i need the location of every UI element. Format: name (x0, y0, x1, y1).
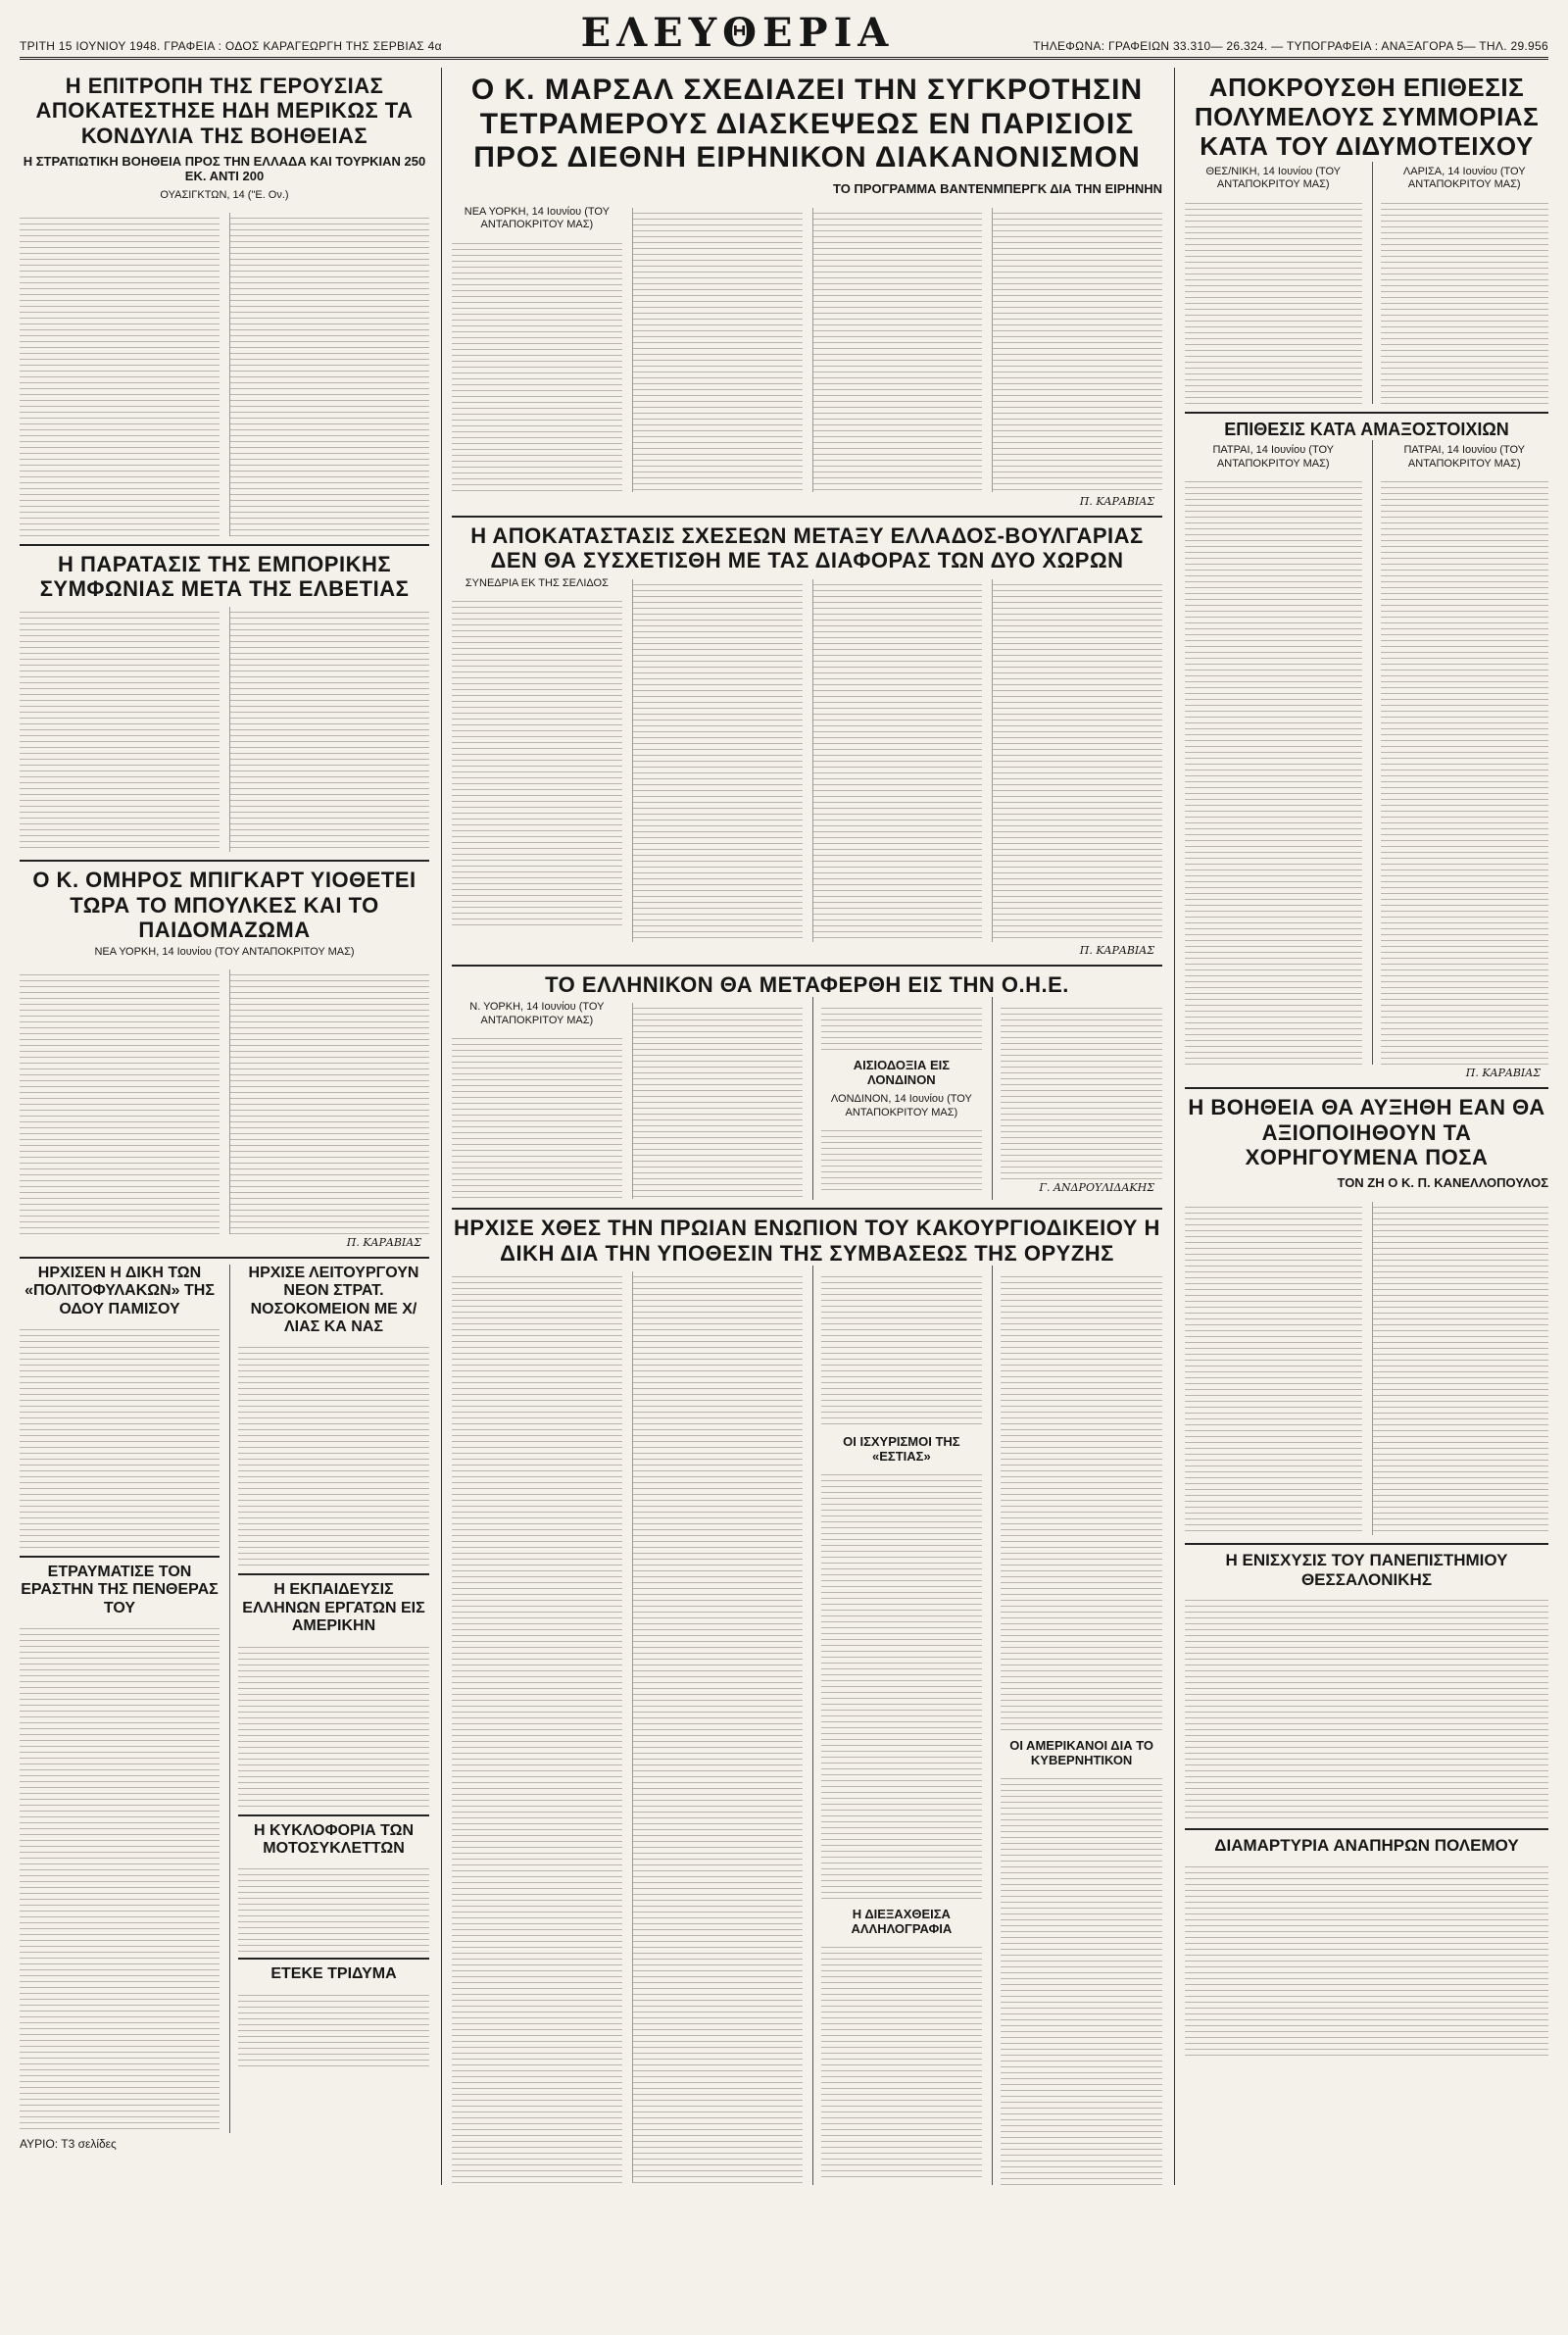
headline-pentheras: ΕΤΡΑΥΜΑΤΙΣΕ ΤΟΝ ΕΡΑΣΤΗΝ ΤΗΣ ΠΕΝΘΕΡΑΣ ΤΟΥ (21, 1564, 219, 1616)
signature-bigart: Π. ΚΑΡΑΒΙΑΣ (346, 1235, 421, 1249)
signature-voulgaria: Π. ΚΑΡΑΒΙΑΣ (1079, 943, 1154, 957)
text-lines (821, 1469, 983, 1901)
left-column (20, 68, 429, 2185)
article-dikastirio (452, 1210, 1162, 2185)
article-tridyma (238, 1958, 429, 2067)
text-column (229, 607, 429, 852)
text-column (1185, 1595, 1548, 1820)
left-bottom-col-b (229, 1265, 429, 2133)
text-column (1372, 1202, 1549, 1535)
body-oie (452, 997, 1162, 1201)
article-motosikleton (238, 1814, 429, 1953)
body-elvetia (20, 601, 429, 852)
headline-didymoteicho: ΑΠΟΚΡΟΥΣΘΗ ΕΠΙΘΕΣΙΣ ΠΟΛΥΜΕΛΟΥΣ ΣΥΜΜΟΡΙΑΣ ΚΑΤΑ ΤΟΥ ΔΙΔΥΜΟΤΕΙΧΟΥ (1194, 73, 1540, 161)
subhead-estia: ΟΙ ΙΣΧΥΡΙΣΜΟΙ ΤΗΣ «ΕΣΤΙΑΣ» (843, 1433, 960, 1464)
text-column (452, 997, 622, 1201)
text-column (452, 1271, 622, 2183)
text-lines (1001, 1003, 1162, 1179)
text-column (1185, 1862, 1548, 2058)
article-gerousia (20, 68, 429, 546)
text-column (238, 1342, 429, 1567)
article-bigart (20, 862, 429, 1259)
text-column (1372, 162, 1549, 405)
text-column (632, 1003, 803, 1199)
dateline-didymoteicho-right: ΛΑΡΙΣΑ, 14 Ιουνίου (ΤΟΥ ΑΝΤΑΠΟΚΡΙΤΟΥ ΜΑΣ) (1402, 165, 1526, 191)
right-column (1174, 68, 1548, 2185)
newspaper-page (20, 10, 1548, 2298)
headline-boithia: Η ΒΟΗΘΕΙΑ ΘΑ ΑΥΞΗΘΗ ΕΑΝ ΘΑ ΑΞΙΟΠΟΙΗΘΟΥΝ ΤΑ ΧΟΡΗΓΟΥΜΕΝΑ ΠΟΣΑ (1188, 1095, 1545, 1169)
subhead-marshall: ΤΟ ΠΡΟΓΡΑΜΜΑ ΒΑΝΤΕΝΜΠΕΡΓΚ ΔΙΑ ΤΗΝ ΕΙΡΗΝΗΝ (832, 180, 1162, 196)
text-lines (1381, 476, 1549, 1065)
headline-ergaton: Η ΕΚΠΑΙΔΕΥΣΙΣ ΕΛΛΗΝΩΝ ΕΡΓΑΤΩΝ ΕΙΣ ΑΜΕΡΙΚΗΝ (242, 1581, 425, 1635)
body-marshall (452, 202, 1162, 494)
article-amaxostoichon (1185, 414, 1548, 1089)
text-column (812, 1266, 983, 2185)
article-pentheras (20, 1556, 220, 2133)
text-column (812, 997, 983, 1201)
headline-nosokomeion: ΗΡΧΙΣΕ ΛΕΙΤΟΥΡΓΟΥΝ ΝΕΟΝ ΣΤΡΑΤ. ΝΟΣΟΚΟΜΕΙΟΝ ΜΕ Χ/ΛΙΑΣ ΚΑ ΝΑΣ (248, 1264, 419, 1336)
text-column (812, 208, 983, 492)
headline-anapiron: ΔΙΑΜΑΡΤΥΡΙΑ ΑΝΑΠΗΡΩΝ ΠΟΛΕΜΟΥ (1214, 1836, 1519, 1856)
text-lines (1185, 198, 1362, 404)
text-column (632, 208, 803, 492)
text-column (238, 1642, 429, 1809)
subhead-boithia: ΤΟΝ ΖΗ Ο Κ. Π. ΚΑΝΕΛΛΟΠΟΥΛΟΣ (1337, 1175, 1548, 1191)
dateline-oie: Ν. ΥΟΡΚΗ, 14 Ιουνίου (ΤΟΥ ΑΝΤΑΠΟΚΡΙΤΟΥ ΜΑΣ) (469, 1000, 605, 1026)
body-gerousia (20, 207, 429, 536)
text-column (452, 573, 622, 942)
text-column (992, 997, 1162, 1201)
dateline-didymoteicho-left: ΘΕΣ/ΝΙΚΗ, 14 Ιουνίου (ΤΟΥ ΑΝΤΑΠΟΚΡΙΤΟΥ ΜΑΣ) (1205, 165, 1341, 191)
text-column (1185, 1202, 1362, 1535)
dateline-bigart: ΝΕΑ ΥΟΡΚΗ, 14 Ιουνίου (ΤΟΥ ΑΝΤΑΠΟΚΡΙΤΟΥ ΜΑΣ) (94, 946, 355, 959)
signature-oie: Γ. ΑΝΔΡΟΥΛΙΔΑΚΗΣ (1039, 1180, 1154, 1194)
article-voulgaria (452, 518, 1162, 967)
body-amaxostoichon (1185, 440, 1548, 1066)
newspaper-title: ΕΛΕΥΘΕΡΙΑ (580, 10, 895, 56)
text-column (632, 1271, 803, 2183)
headline-oie: ΤΟ ΕΛΛΗΝΙΚΟΝ ΘΑ ΜΕΤΑΦΕΡΘΗ ΕΙΣ ΤΗΝ Ο.Η.Ε. (545, 971, 1069, 997)
article-oie (452, 967, 1162, 1211)
headline-dikastirio: ΗΡΧΙΣΕ ΧΘΕΣ ΤΗΝ ΠΡΩΙΑΝ ΕΝΩΠΙΟΝ ΤΟΥ ΚΑΚΟΥΡΓΙΟΔΙΚΕΙΟΥ Η ΔΙΚΗ ΔΙΑ ΤΗΝ ΥΠΟΘΕΣΙΝ ΤΗΣ ΣΥΜΒΑΣΕΩΣ ΤΗΣ ΟΡΥΖΗΣ (454, 1216, 1160, 1266)
article-anapiron (1185, 1830, 1548, 2058)
masthead (20, 10, 1548, 60)
article-boithia (1185, 1089, 1548, 1545)
signature-amaxostoichon: Π. ΚΑΡΑΒΙΑΣ (1465, 1067, 1541, 1080)
article-elvetia (20, 546, 429, 863)
article-didymoteicho (1185, 68, 1548, 414)
article-panepistimio (1185, 1545, 1548, 1830)
text-lines (821, 1125, 983, 1194)
headline-voulgaria: Η ΑΠΟΚΑΤΑΣΤΑΣΙΣ ΣΧΕΣΕΩΝ ΜΕΤΑΞΥ ΕΛΛΑΔΟΣ-ΒΟΥΛΓΑΡΙΑΣ ΔΕΝ ΘΑ ΣΥΣΧΕΤΙΣΘΗ ΜΕ ΤΑΣ ΔΙΑΦΟΡΑΣ ΤΩΝ ΔΥΟ ΧΩΡΩΝ (470, 523, 1144, 573)
headline-gerousia: Η ΕΠΙΤΡΟΠΗ ΤΗΣ ΓΕΡΟΥΣΙΑΣ ΑΠΟΚΑΤΕΣΤΗΣΕ ΗΔΗ ΜΕΡΙΚΩΣ ΤΑ ΚΟΝΔΥΛΙΑ ΤΗΣ ΒΟΗΘΕΙΑΣ (35, 74, 414, 148)
center-column (441, 68, 1162, 2185)
text-lines (452, 1033, 622, 1200)
headline-elvetia: Η ΠΑΡΑΤΑΣΙΣ ΤΗΣ ΕΜΠΟΡΙΚΗΣ ΣΥΜΦΩΝΙΑΣ ΜΕΤΑ ΤΗΣ ΕΛΒΕΤΙΑΣ (39, 551, 410, 601)
subhead-allilografia: Η ΔΙΕΞΑΧΘΕΙΣΑ ΑΛΛΗΛΟΓΡΑΦΙΑ (851, 1906, 953, 1936)
body-voulgaria (452, 573, 1162, 942)
footer-note: ΑΥΡΙΟ: Τ3 σελίδες (20, 2137, 117, 2152)
text-column (229, 213, 429, 536)
dateline-marshall: ΝΕΑ ΥΟΡΚΗ, 14 Ιουνίου (ΤΟΥ ΑΝΤΑΠΟΚΡΙΤΟΥ ΜΑΣ) (464, 205, 610, 231)
body-bigart (20, 964, 429, 1234)
text-column (992, 208, 1162, 492)
masthead-date-address: ΤΡΙΤΗ 15 ΙΟΥΝΙΟΥ 1948. ΓΡΑΦΕΙΑ : ΟΔΟΣ ΚΑΡΑΓΕΩΡΓΗ ΤΗΣ ΣΕΡΒΙΑΣ 4α (20, 39, 442, 53)
headline-panepistimio: Η ΕΝΙΣΧΥΣΙΣ ΤΟΥ ΠΑΝΕΠΙΣΤΗΜΙΟΥ ΘΕΣΣΑΛΟΝΙΚΗΣ (1225, 1551, 1508, 1589)
text-lines (1381, 198, 1549, 404)
text-column (1185, 162, 1362, 405)
text-column (229, 969, 429, 1234)
body-dikastirio (452, 1266, 1162, 2185)
text-column (812, 579, 983, 942)
text-column (20, 1324, 220, 1550)
masthead-phones: ΤΗΛΕΦΩΝΑ: ΓΡΑΦΕΙΩΝ 33.310— 26.324. — ΤΥΠΟΓΡΑΦΕΙΑ : ΑΝΑΞΑΓΟΡΑ 5— ΤΗΛ. 29.956 (1033, 39, 1548, 53)
dateline-amaxostoichon-right: ΠΑΤΡΑΙ, 14 Ιουνίου (ΤΟΥ ΑΝΤΑΠΟΚΡΙΤΟΥ ΜΑΣ) (1403, 443, 1526, 470)
body-didymoteicho (1185, 162, 1548, 405)
text-column (452, 202, 622, 494)
text-column (20, 1623, 220, 2133)
text-column (238, 1863, 429, 1952)
text-lines (821, 1271, 983, 1428)
left-bottom-section (20, 1259, 429, 2133)
text-lines (1185, 476, 1362, 1065)
subhead-gerousia: Η ΣΤΡΑΤΙΩΤΙΚΗ ΒΟΗΘΕΙΑ ΠΡΟΣ ΤΗΝ ΕΛΛΑΔΑ ΚΑΙ ΤΟΥΡΚΙΑΝ 250 ΕΚ. ΑΝΤΙ 200 (23, 153, 426, 183)
dateline-lonidon: ΛΟΝΔΙΝΟΝ, 14 Ιουνίου (ΤΟΥ ΑΝΤΑΠΟΚΡΙΤΟΥ ΜΑΣ) (830, 1092, 972, 1118)
text-lines (452, 238, 622, 493)
body-boithia (1185, 1196, 1548, 1535)
text-lines (821, 1003, 983, 1052)
text-column (1185, 440, 1362, 1066)
headline-tridyma: ΕΤΕΚΕ ΤΡΙΔΥΜΑ (270, 1965, 397, 1983)
subhead-amerikanoi: ΟΙ ΑΜΕΡΙΚΑΝΟΙ ΔΙΑ ΤΟ ΚΥΒΕΡΝΗΤΙΚΟΝ (1009, 1737, 1154, 1767)
dateline-amaxostoichon-left: ΠΑΤΡΑΙ, 14 Ιουνίου (ΤΟΥ ΑΝΤΑΠΟΚΡΙΤΟΥ ΜΑΣ) (1212, 443, 1335, 470)
headline-marshall: Ο Κ. ΜΑΡΣΑΛ ΣΧΕΔΙΑΖΕΙ ΤΗΝ ΣΥΓΚΡΟΤΗΣΙΝ ΤΕΤΡΑΜΕΡΟΥΣ ΔΙΑΣΚΕΨΕΩΣ ΕΝ ΠΑΡΙΣΙΟΙΣ ΠΡΟΣ ΔΙΕΘΝΗ ΕΙΡΗΝΙΚΟΝ ΔΙΑΚΑΝΟΝΙΣΜΟΝ (470, 74, 1144, 174)
text-column (20, 969, 220, 1234)
signature-marshall: Π. ΚΑΡΑΒΙΑΣ (1079, 495, 1154, 508)
text-lines (452, 596, 622, 929)
left-bottom-col-a (20, 1265, 220, 2133)
dateline-gerousia: ΟΥΑΣΙΓΚΤΩΝ, 14 ("Ε. Ον.) (160, 188, 289, 201)
text-column (632, 579, 803, 942)
text-column (238, 1990, 429, 2068)
dateline-voulgaria: ΣΥΝΕΔΡΙΑ ΕΚ ΤΗΣ ΣΕΛΙΔΟΣ (465, 576, 609, 589)
text-column (20, 607, 220, 852)
headline-bigart: Ο Κ. ΟΜΗΡΟΣ ΜΠΙΓΚΑΡΤ ΥΙΟΘΕΤΕΙ ΤΩΡΑ ΤΟ ΜΠΟΥΛΚΕΣ ΚΑΙ ΤΟ ΠΑΙΔΟΜΑΖΩΜΑ (32, 868, 416, 942)
headline-politofylakes: ΗΡΧΙΣΕΝ Η ΔΙΚΗ ΤΩΝ «ΠΟΛΙΤΟΦΥΛΑΚΩΝ» ΤΗΣ ΟΔΟΥ ΠΑΜΙΣΟΥ (24, 1264, 215, 1317)
text-lines (821, 1942, 983, 2177)
headline-motosikleton: Η ΚΥΚΛΟΦΟΡΙΑ ΤΩΝ ΜΟΤΟΣΥΚΛΕΤΤΩΝ (253, 1821, 415, 1857)
article-marshall (452, 68, 1162, 518)
text-column (992, 1266, 1162, 2185)
page-grid (20, 68, 1548, 2185)
headline-amaxostoichon: ΕΠΙΘΕΣΙΣ ΚΑΤΑ ΑΜΑΞΟΣΤΟΙΧΙΩΝ (1224, 420, 1509, 440)
text-lines (1001, 1271, 1162, 1732)
text-column (992, 579, 1162, 942)
text-column (20, 213, 220, 536)
subhead-lonidon: ΑΙΣΙΟΔΟΞΙΑ ΕΙΣ ΛΟΝΔΙΝΟΝ (853, 1057, 951, 1087)
article-ergaton (238, 1573, 429, 1808)
text-column (1372, 440, 1549, 1066)
text-lines (1001, 1773, 1162, 2185)
